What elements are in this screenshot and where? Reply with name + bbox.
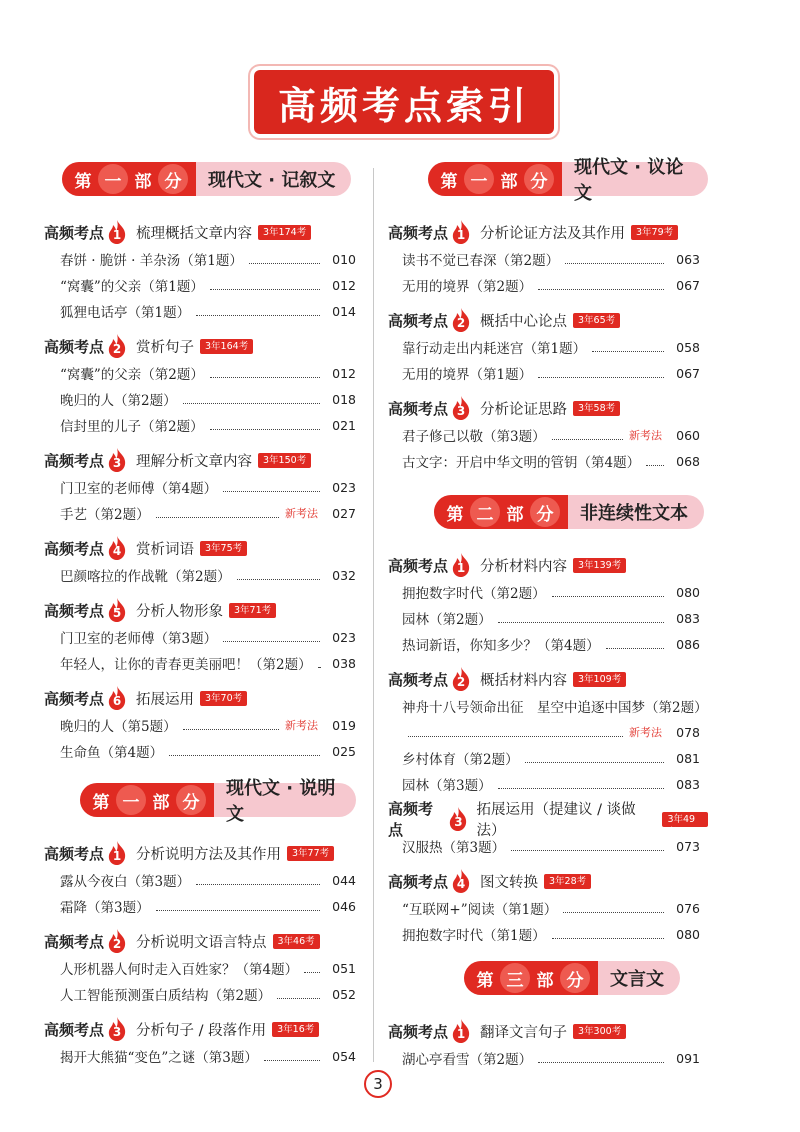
part-char: 第 <box>74 171 92 192</box>
keypoint-label: 高频考点 <box>44 337 105 356</box>
entry-page: 078 <box>676 724 700 740</box>
entry-page: 080 <box>676 584 700 600</box>
section-banner-pill <box>80 778 356 825</box>
keypoint-label: 高频考点 <box>44 844 105 863</box>
entry-page: 054 <box>332 1048 356 1064</box>
column-divider <box>373 168 374 1062</box>
keypoint-heading <box>388 220 678 244</box>
entry-title: 读书不觉已春深（第2题） <box>402 253 560 269</box>
keypoint-heading <box>388 396 620 420</box>
flame-icon <box>450 395 472 421</box>
entry-page: 083 <box>676 610 700 626</box>
flame-icon <box>447 806 468 832</box>
entry-page: 025 <box>332 743 356 759</box>
entry-page: 080 <box>676 926 700 942</box>
entry-title: 晚归的人（第5题） <box>60 719 177 735</box>
entry-page: 023 <box>332 629 356 645</box>
frequency-badge: 3年75考 <box>200 541 247 556</box>
leader-dots <box>156 517 279 518</box>
index-entry[interactable] <box>60 895 356 917</box>
part-char: 第 <box>476 970 494 991</box>
leader-dots <box>210 289 320 290</box>
section-banner-pill <box>428 157 708 204</box>
entry-title: 神舟十八号领命出征 星空中追逐中国梦（第2题） <box>402 700 708 716</box>
entry-title: 生命鱼（第4题） <box>60 745 164 761</box>
index-entry[interactable] <box>402 923 700 945</box>
page-title: 高频考点索引 <box>277 83 530 128</box>
entry-title: “窝囊”的父亲（第2题） <box>60 367 204 383</box>
section-title: 现代文 · 记叙文 <box>208 170 336 191</box>
entry-title: 霜降（第3题） <box>60 900 150 916</box>
leader-dots <box>223 491 320 492</box>
leader-dots <box>210 429 320 430</box>
new-method-tag: 新考法 <box>629 429 662 442</box>
frequency-badge: 3年139考 <box>573 558 626 573</box>
keypoint-title: 拓展运用（提建议 / 谈做法） <box>476 802 636 839</box>
entry-page: 044 <box>332 872 356 888</box>
keypoint-label: 高频考点 <box>44 1020 105 1039</box>
leader-dots <box>237 579 320 580</box>
index-entry[interactable] <box>60 248 356 270</box>
index-entry[interactable] <box>60 564 356 586</box>
keypoint-heading <box>388 667 626 691</box>
frequency-badge: 3年58考 <box>573 401 620 416</box>
leader-dots <box>552 596 664 597</box>
page-title-block <box>248 64 560 146</box>
keypoint-title: 分析论证思路 <box>480 401 568 418</box>
entry-page: 012 <box>332 277 356 293</box>
flame-number: 4 <box>112 544 122 558</box>
entry-title: 春饼 · 脆饼 · 羊杂汤（第1题） <box>60 253 243 269</box>
leader-dots <box>538 1062 664 1063</box>
keypoint-title: 梳理概括文章内容 <box>136 225 253 242</box>
leader-dots <box>563 912 664 913</box>
frequency-badge: 3年300考 <box>573 1024 626 1039</box>
leader-dots <box>538 289 664 290</box>
flame-number: 3 <box>456 404 466 418</box>
part-label <box>62 162 196 196</box>
section-banner-pill <box>62 162 351 196</box>
leader-dots <box>264 1060 320 1061</box>
part-char: 分 <box>560 963 590 993</box>
entry-page: 010 <box>332 251 356 267</box>
flame-icon <box>106 535 128 561</box>
keypoint-label: 高频考点 <box>388 399 449 418</box>
leader-dots <box>646 465 664 466</box>
part-char: 部 <box>506 504 524 525</box>
keypoint-title: 分析论证方法及其作用 <box>480 225 626 242</box>
index-entry[interactable] <box>402 336 700 358</box>
part-label <box>428 162 562 196</box>
section-banner-pill <box>464 961 680 995</box>
keypoint-heading <box>44 334 253 358</box>
frequency-badge: 3年79考 <box>631 225 678 240</box>
leader-dots <box>511 850 664 851</box>
entry-title: 狐狸电话亭（第1题） <box>60 305 191 321</box>
keypoint-heading <box>388 869 591 893</box>
keypoint-title: 分析说明方法及其作用 <box>136 846 282 863</box>
index-entry[interactable] <box>60 869 356 891</box>
keypoint-label: 高频考点 <box>388 556 449 575</box>
part-char: 一 <box>464 164 494 194</box>
entry-title: 园林（第3题） <box>402 778 492 794</box>
leader-dots <box>196 315 320 316</box>
entry-title: 人工智能预测蛋白质结构（第2题） <box>60 988 272 1004</box>
flame-number: 5 <box>112 606 122 620</box>
entry-page: 058 <box>676 339 700 355</box>
flame-number: 1 <box>456 228 466 242</box>
part-char: 二 <box>470 497 500 527</box>
frequency-badge: 3年28考 <box>544 874 591 889</box>
index-entry[interactable] <box>402 248 700 270</box>
leader-dots <box>565 263 664 264</box>
flame-icon <box>450 552 472 578</box>
new-method-tag: 新考法 <box>285 719 318 732</box>
index-entry[interactable] <box>402 424 700 446</box>
section-banner <box>80 778 356 825</box>
flame-number: 2 <box>112 937 122 951</box>
entry-page: 081 <box>676 750 700 766</box>
index-entry[interactable] <box>60 740 356 762</box>
keypoint-title: 分析人物形象 <box>136 603 224 620</box>
flame-icon <box>106 447 128 473</box>
flame-number: 3 <box>454 815 463 829</box>
part-char: 一 <box>116 785 146 815</box>
entry-title: 湖心亭看雪（第2题） <box>402 1052 533 1068</box>
page-number: 3 <box>364 1070 392 1098</box>
keypoint-heading <box>388 1019 626 1043</box>
entry-title: 君子修己以敬（第3题） <box>402 429 546 445</box>
part-char: 第 <box>92 792 110 813</box>
flame-number: 4 <box>456 877 466 891</box>
entry-page: 023 <box>332 479 356 495</box>
keypoint-title: 理解分析文章内容 <box>136 453 253 470</box>
entry-title: 拥抱数字时代（第2题） <box>402 586 546 602</box>
part-label <box>434 495 568 529</box>
entry-title: 热词新语，你知多少？（第4题） <box>402 638 600 654</box>
frequency-badge: 3年65考 <box>573 313 620 328</box>
leader-dots <box>606 648 664 649</box>
entry-title: 人形机器人何时走入百姓家？（第4题） <box>60 962 299 978</box>
entry-page: 073 <box>676 838 700 854</box>
keypoint-title: 概括中心论点 <box>480 313 568 330</box>
leader-dots <box>249 263 320 264</box>
entry-page: 027 <box>332 505 356 521</box>
entry-title: 门卫室的老师傅（第4题） <box>60 481 218 497</box>
keypoint-label: 高频考点 <box>388 872 449 891</box>
index-entry[interactable] <box>402 747 700 769</box>
flame-icon <box>106 685 128 711</box>
leader-dots <box>538 377 664 378</box>
keypoint-label: 高频考点 <box>44 223 105 242</box>
leader-dots <box>552 938 664 939</box>
part-char: 三 <box>500 963 530 993</box>
frequency-badge: 3年164考 <box>200 339 253 354</box>
keypoint-title: 分析材料内容 <box>480 558 568 575</box>
entry-page: 046 <box>332 898 356 914</box>
part-char: 部 <box>134 171 152 192</box>
leader-dots <box>210 377 320 378</box>
entry-page: 038 <box>332 655 356 671</box>
frequency-badge: 3年46考 <box>273 934 320 949</box>
flame-number: 2 <box>456 675 466 689</box>
entry-page: 014 <box>332 303 356 319</box>
keypoint-heading <box>44 686 247 710</box>
index-entry[interactable] <box>402 835 700 857</box>
keypoint-label: 高频考点 <box>44 932 105 951</box>
index-entry[interactable] <box>60 502 356 524</box>
entry-page: 051 <box>332 960 356 976</box>
leader-dots <box>183 403 320 404</box>
index-entry[interactable] <box>60 300 356 322</box>
keypoint-heading <box>44 598 276 622</box>
leader-dots <box>552 439 623 440</box>
part-label <box>80 783 214 817</box>
entry-title: 手艺（第2题） <box>60 507 150 523</box>
frequency-badge: 3年71考 <box>229 603 276 618</box>
index-entry[interactable] <box>402 362 700 384</box>
keypoint-heading <box>44 448 311 472</box>
section-title: 非连续性文本 <box>580 503 688 524</box>
flame-icon <box>106 840 128 866</box>
section-banner <box>62 162 351 196</box>
keypoint-title: 拓展运用 <box>136 691 195 708</box>
entry-title: 靠行动走出内耗迷宫（第1题） <box>402 341 587 357</box>
leader-dots <box>304 972 320 973</box>
flame-icon <box>106 928 128 954</box>
leader-dots <box>498 788 664 789</box>
entry-title: 露从今夜白（第3题） <box>60 874 191 890</box>
frequency-badge: 3年49考 <box>662 812 708 827</box>
entry-page: 091 <box>676 1050 700 1066</box>
flame-number: 1 <box>456 1027 466 1041</box>
section-banner <box>434 495 704 529</box>
index-entry[interactable] <box>402 897 700 919</box>
keypoint-heading <box>44 929 320 953</box>
keypoint-label: 高频考点 <box>388 670 449 689</box>
entry-title: 揭开大熊猫“变色”之谜（第3题） <box>60 1050 258 1066</box>
flame-number: 1 <box>112 849 122 863</box>
keypoint-label: 高频考点 <box>44 539 105 558</box>
frequency-badge: 3年109考 <box>573 672 626 687</box>
flame-number: 3 <box>112 1025 122 1039</box>
leader-dots <box>277 998 320 999</box>
index-entry[interactable] <box>60 1045 356 1067</box>
section-banner-pill <box>434 495 704 529</box>
leader-dots <box>156 910 320 911</box>
entry-page: 032 <box>332 567 356 583</box>
index-entry[interactable] <box>402 581 700 603</box>
leader-dots <box>183 729 279 730</box>
index-entry[interactable] <box>402 274 700 296</box>
keypoint-heading <box>44 1017 319 1041</box>
leader-dots <box>592 351 664 352</box>
index-entry[interactable] <box>60 388 356 410</box>
leader-dots <box>408 736 623 737</box>
keypoint-title: 赏析句子 <box>136 339 195 356</box>
flame-icon <box>106 333 128 359</box>
part-char: 分 <box>176 785 206 815</box>
part-char: 第 <box>446 504 464 525</box>
entry-title: 晚归的人（第2题） <box>60 393 177 409</box>
flame-icon <box>106 219 128 245</box>
keypoint-heading <box>44 841 334 865</box>
flame-icon <box>450 868 472 894</box>
leader-dots <box>498 622 664 623</box>
keypoint-title: 赏析词语 <box>136 541 195 558</box>
flame-icon <box>106 1016 128 1042</box>
entry-title: “互联网+”阅读（第1题） <box>402 902 558 918</box>
index-entry[interactable] <box>60 626 356 648</box>
leader-dots <box>169 755 320 756</box>
keypoint-heading <box>388 553 626 577</box>
entry-title: 无用的境界（第2题） <box>402 279 533 295</box>
entry-page: 086 <box>676 636 700 652</box>
index-entry[interactable] <box>60 362 356 384</box>
entry-title: 乡村体育（第2题） <box>402 752 519 768</box>
frequency-badge: 3年70考 <box>200 691 247 706</box>
part-char: 部 <box>500 171 518 192</box>
keypoint-title: 概括材料内容 <box>480 672 568 689</box>
entry-page: 063 <box>676 251 700 267</box>
index-entry[interactable] <box>402 450 700 472</box>
entry-title: 园林（第2题） <box>402 612 492 628</box>
flame-number: 1 <box>112 228 122 242</box>
section-title: 现代文 · 议论文 <box>574 157 684 204</box>
index-entry[interactable] <box>402 695 708 717</box>
part-label <box>464 961 598 995</box>
keypoint-label: 高频考点 <box>388 800 434 839</box>
keypoint-heading <box>44 536 247 560</box>
entry-title: 信封里的儿子（第2题） <box>60 419 204 435</box>
keypoint-title: 分析句子 / 段落作用 <box>136 1022 267 1039</box>
index-entry[interactable] <box>60 652 356 674</box>
page-title-box <box>254 70 554 134</box>
entry-page: 060 <box>676 427 700 443</box>
leader-dots <box>223 641 320 642</box>
part-char: 部 <box>536 970 554 991</box>
leader-dots <box>318 667 320 668</box>
keypoint-label: 高频考点 <box>44 601 105 620</box>
entry-title: “窝囊”的父亲（第1题） <box>60 279 204 295</box>
index-entry[interactable] <box>402 721 700 743</box>
entry-title: 无用的境界（第1题） <box>402 367 533 383</box>
index-entry[interactable] <box>402 773 700 795</box>
flame-icon <box>450 666 472 692</box>
keypoint-label: 高频考点 <box>44 689 105 708</box>
part-char: 部 <box>152 792 170 813</box>
keypoint-title: 图文转换 <box>480 874 539 891</box>
entry-title: 门卫室的老师傅（第3题） <box>60 631 218 647</box>
keypoint-label: 高频考点 <box>388 223 449 242</box>
entry-title: 年轻人，让你的青春更美丽吧！（第2题） <box>60 657 312 673</box>
frequency-badge: 3年150考 <box>258 453 311 468</box>
keypoint-label: 高频考点 <box>388 311 449 330</box>
index-entry[interactable] <box>402 607 700 629</box>
entry-title: 巴颜喀拉的作战靴（第2题） <box>60 569 231 585</box>
keypoint-heading <box>388 308 620 332</box>
index-entry[interactable] <box>60 714 356 736</box>
new-method-tag: 新考法 <box>629 726 662 739</box>
entry-title: 古文字：开启中华文明的管钥（第4题） <box>402 455 641 471</box>
keypoint-heading <box>388 800 708 839</box>
flame-number: 6 <box>112 694 122 708</box>
index-entry[interactable] <box>60 476 356 498</box>
flame-icon <box>450 219 472 245</box>
section-title: 现代文 · 说明文 <box>226 778 336 825</box>
keypoint-heading <box>44 220 311 244</box>
index-entry[interactable] <box>402 633 700 655</box>
entry-page: 021 <box>332 417 356 433</box>
index-entry[interactable] <box>60 983 356 1005</box>
keypoint-label: 高频考点 <box>44 451 105 470</box>
index-entry[interactable] <box>60 274 356 296</box>
part-char: 分 <box>158 164 188 194</box>
entry-title: 拥抱数字时代（第1题） <box>402 928 546 944</box>
entry-page: 076 <box>676 900 700 916</box>
flame-number: 2 <box>456 316 466 330</box>
entry-page: 012 <box>332 365 356 381</box>
section-title: 文言文 <box>610 969 664 990</box>
keypoint-title: 分析说明文语言特点 <box>136 934 267 951</box>
leader-dots <box>525 762 664 763</box>
part-char: 一 <box>98 164 128 194</box>
frequency-badge: 3年16考 <box>272 1022 319 1037</box>
flame-number: 1 <box>456 561 466 575</box>
part-char: 分 <box>524 164 554 194</box>
keypoint-title: 翻译文言句子 <box>480 1024 568 1041</box>
entry-page: 052 <box>332 986 356 1002</box>
frequency-badge: 3年77考 <box>287 846 334 861</box>
index-entry[interactable] <box>402 1047 700 1069</box>
section-banner <box>464 961 680 995</box>
entry-page: 068 <box>676 453 700 469</box>
flame-icon <box>450 1018 472 1044</box>
leader-dots <box>196 884 320 885</box>
part-char: 分 <box>530 497 560 527</box>
entry-page: 019 <box>332 717 356 733</box>
flame-icon <box>450 307 472 333</box>
entry-title: 汉服热（第3题） <box>402 840 506 856</box>
entry-page: 067 <box>676 277 700 293</box>
index-entry[interactable] <box>60 957 356 979</box>
entry-page: 018 <box>332 391 356 407</box>
new-method-tag: 新考法 <box>285 507 318 520</box>
index-entry[interactable] <box>60 414 356 436</box>
flame-number: 3 <box>112 456 122 470</box>
section-banner <box>428 157 708 204</box>
flame-icon <box>106 597 128 623</box>
entry-page: 083 <box>676 776 700 792</box>
frequency-badge: 3年174考 <box>258 225 311 240</box>
flame-number: 2 <box>112 342 122 356</box>
keypoint-label: 高频考点 <box>388 1022 449 1041</box>
part-char: 第 <box>440 171 458 192</box>
entry-page: 067 <box>676 365 700 381</box>
